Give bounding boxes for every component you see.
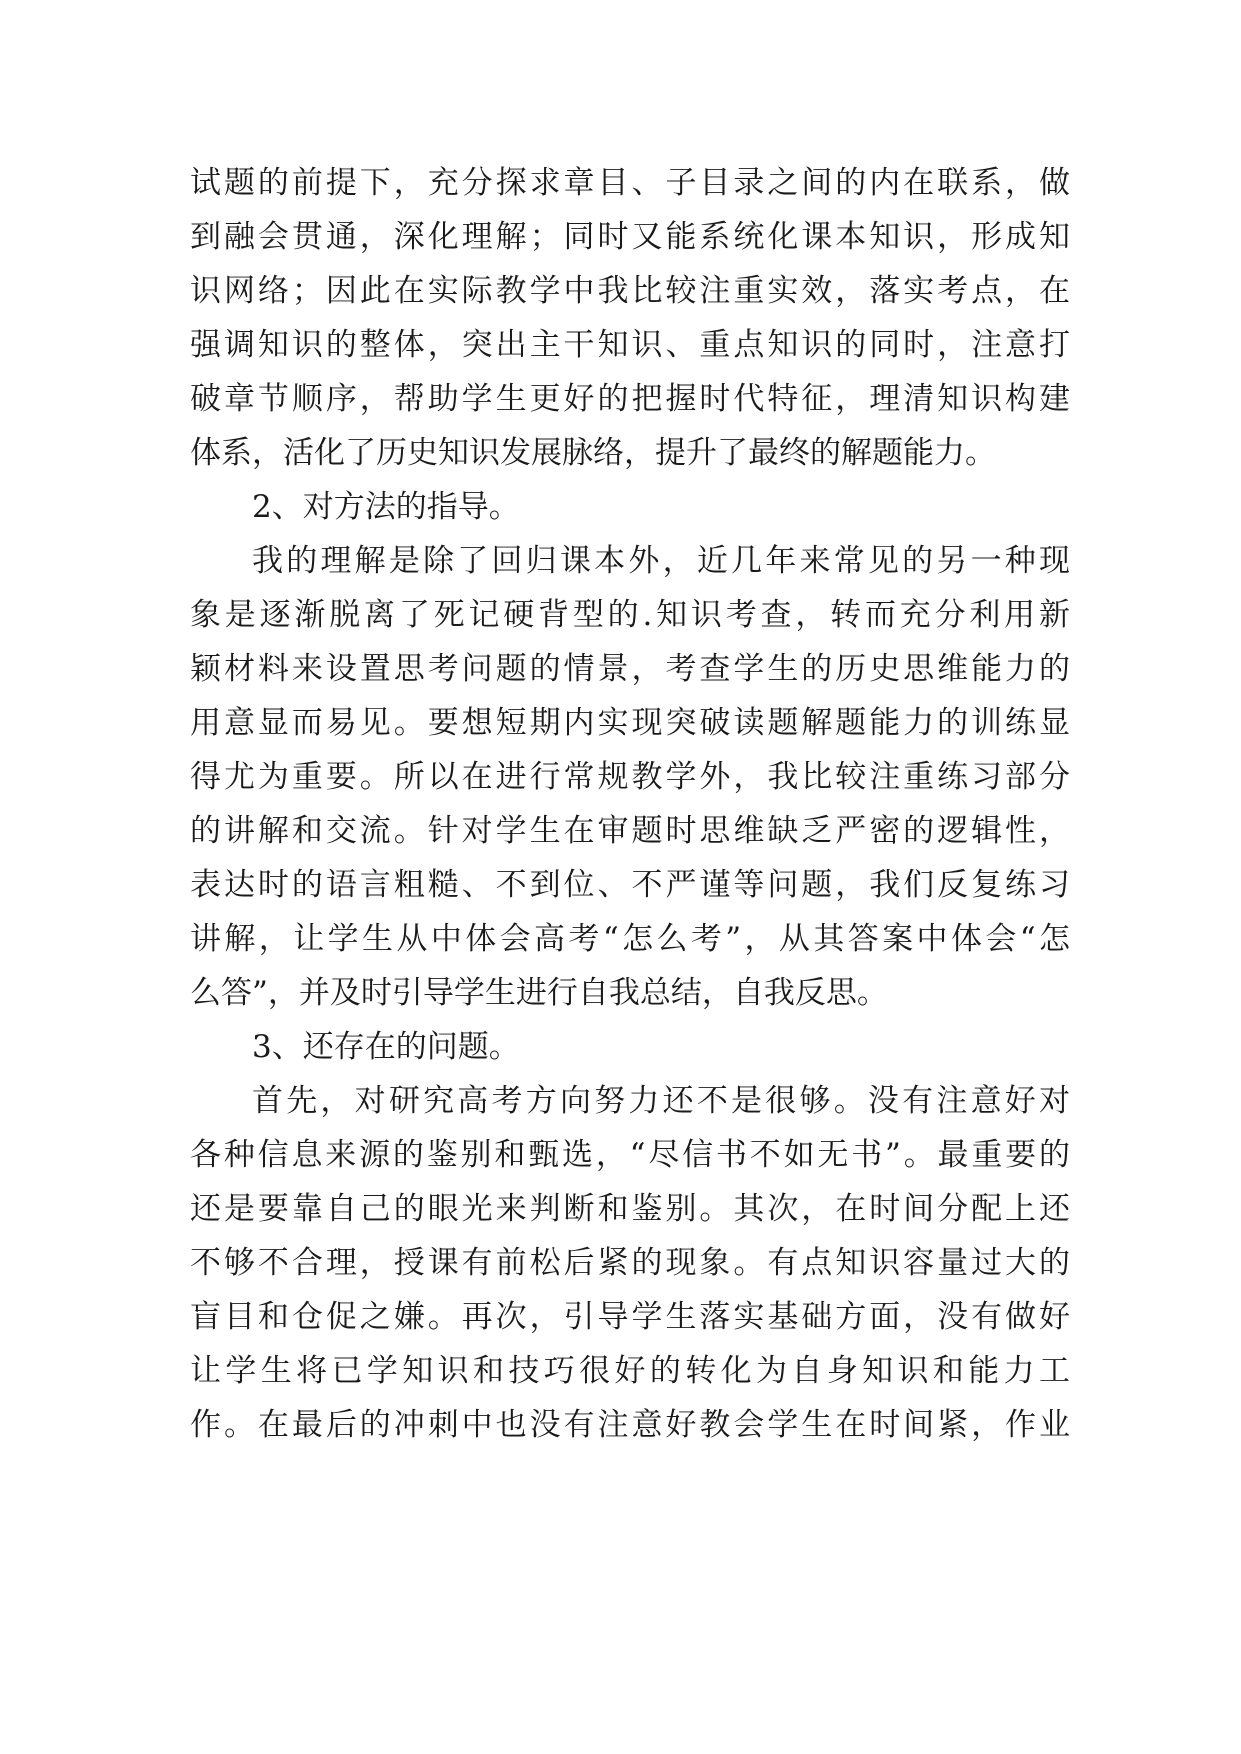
text-line: 得尤为重要。所以在进行常规教学外，我比较注重练习部分	[190, 759, 1070, 795]
text-line: 还是要靠自己的眼光来判断和鉴别。其次，在时间分配上还	[190, 1191, 1070, 1227]
text-line: 2、对方法的指导。	[252, 489, 520, 525]
text-line: 表达时的语言粗糙、不到位、不严谨等问题，我们反复练习	[190, 867, 1070, 903]
text-line: 破章节顺序，帮助学生更好的把握时代特征，理清知识构建	[190, 381, 1070, 417]
text-line: 让学生将已学知识和技巧很好的转化为自身知识和能力工	[190, 1353, 1070, 1389]
text-line: 讲解，让学生从中体会高考“怎么考”，从其答案中体会“怎	[190, 921, 1070, 957]
text-line: 识网络；因此在实际教学中我比较注重实效，落实考点，在	[190, 273, 1070, 309]
text-line: 颖材料来设置思考问题的情景，考查学生的历史思维能力的	[190, 651, 1070, 687]
text-line: 3、还存在的问题。	[252, 1029, 520, 1065]
text-line: 首先，对研究高考方向努力还不是很够。没有注意好对	[252, 1083, 1070, 1119]
text-line: 盲目和仓促之嫌。再次，引导学生落实基础方面，没有做好	[190, 1299, 1070, 1335]
text-line: 的讲解和交流。针对学生在审题时思维缺乏严密的逻辑性，	[190, 813, 1070, 849]
body-text	[190, 156, 1070, 1452]
text-line: 各种信息来源的鉴别和甄选，“尽信书不如无书”。最重要的	[190, 1137, 1070, 1173]
text-line: 作。在最后的冲刺中也没有注意好教会学生在时间紧，作业	[190, 1407, 1070, 1443]
text-line: 到融会贯通，深化理解；同时又能系统化课本知识，形成知	[190, 219, 1070, 255]
text-line: 试题的前提下，充分探求章目、子目录之间的内在联系，做	[190, 165, 1070, 201]
text-line: 体系，活化了历史知识发展脉络，提升了最终的解题能力。	[190, 435, 996, 471]
text-line: 么答”，并及时引导学生进行自我总结，自我反思。	[190, 975, 888, 1011]
text-line: 用意显而易见。要想短期内实现突破读题解题能力的训练显	[190, 705, 1070, 741]
text-line: 强调知识的整体，突出主干知识、重点知识的同时，注意打	[190, 327, 1070, 363]
text-line: 我的理解是除了回归课本外，近几年来常见的另一种现	[252, 543, 1070, 579]
text-line: 不够不合理，授课有前松后紧的现象。有点知识容量过大的	[190, 1245, 1070, 1281]
text-line: 象是逐渐脱离了死记硬背型的.知识考查，转而充分利用新	[190, 597, 1070, 633]
